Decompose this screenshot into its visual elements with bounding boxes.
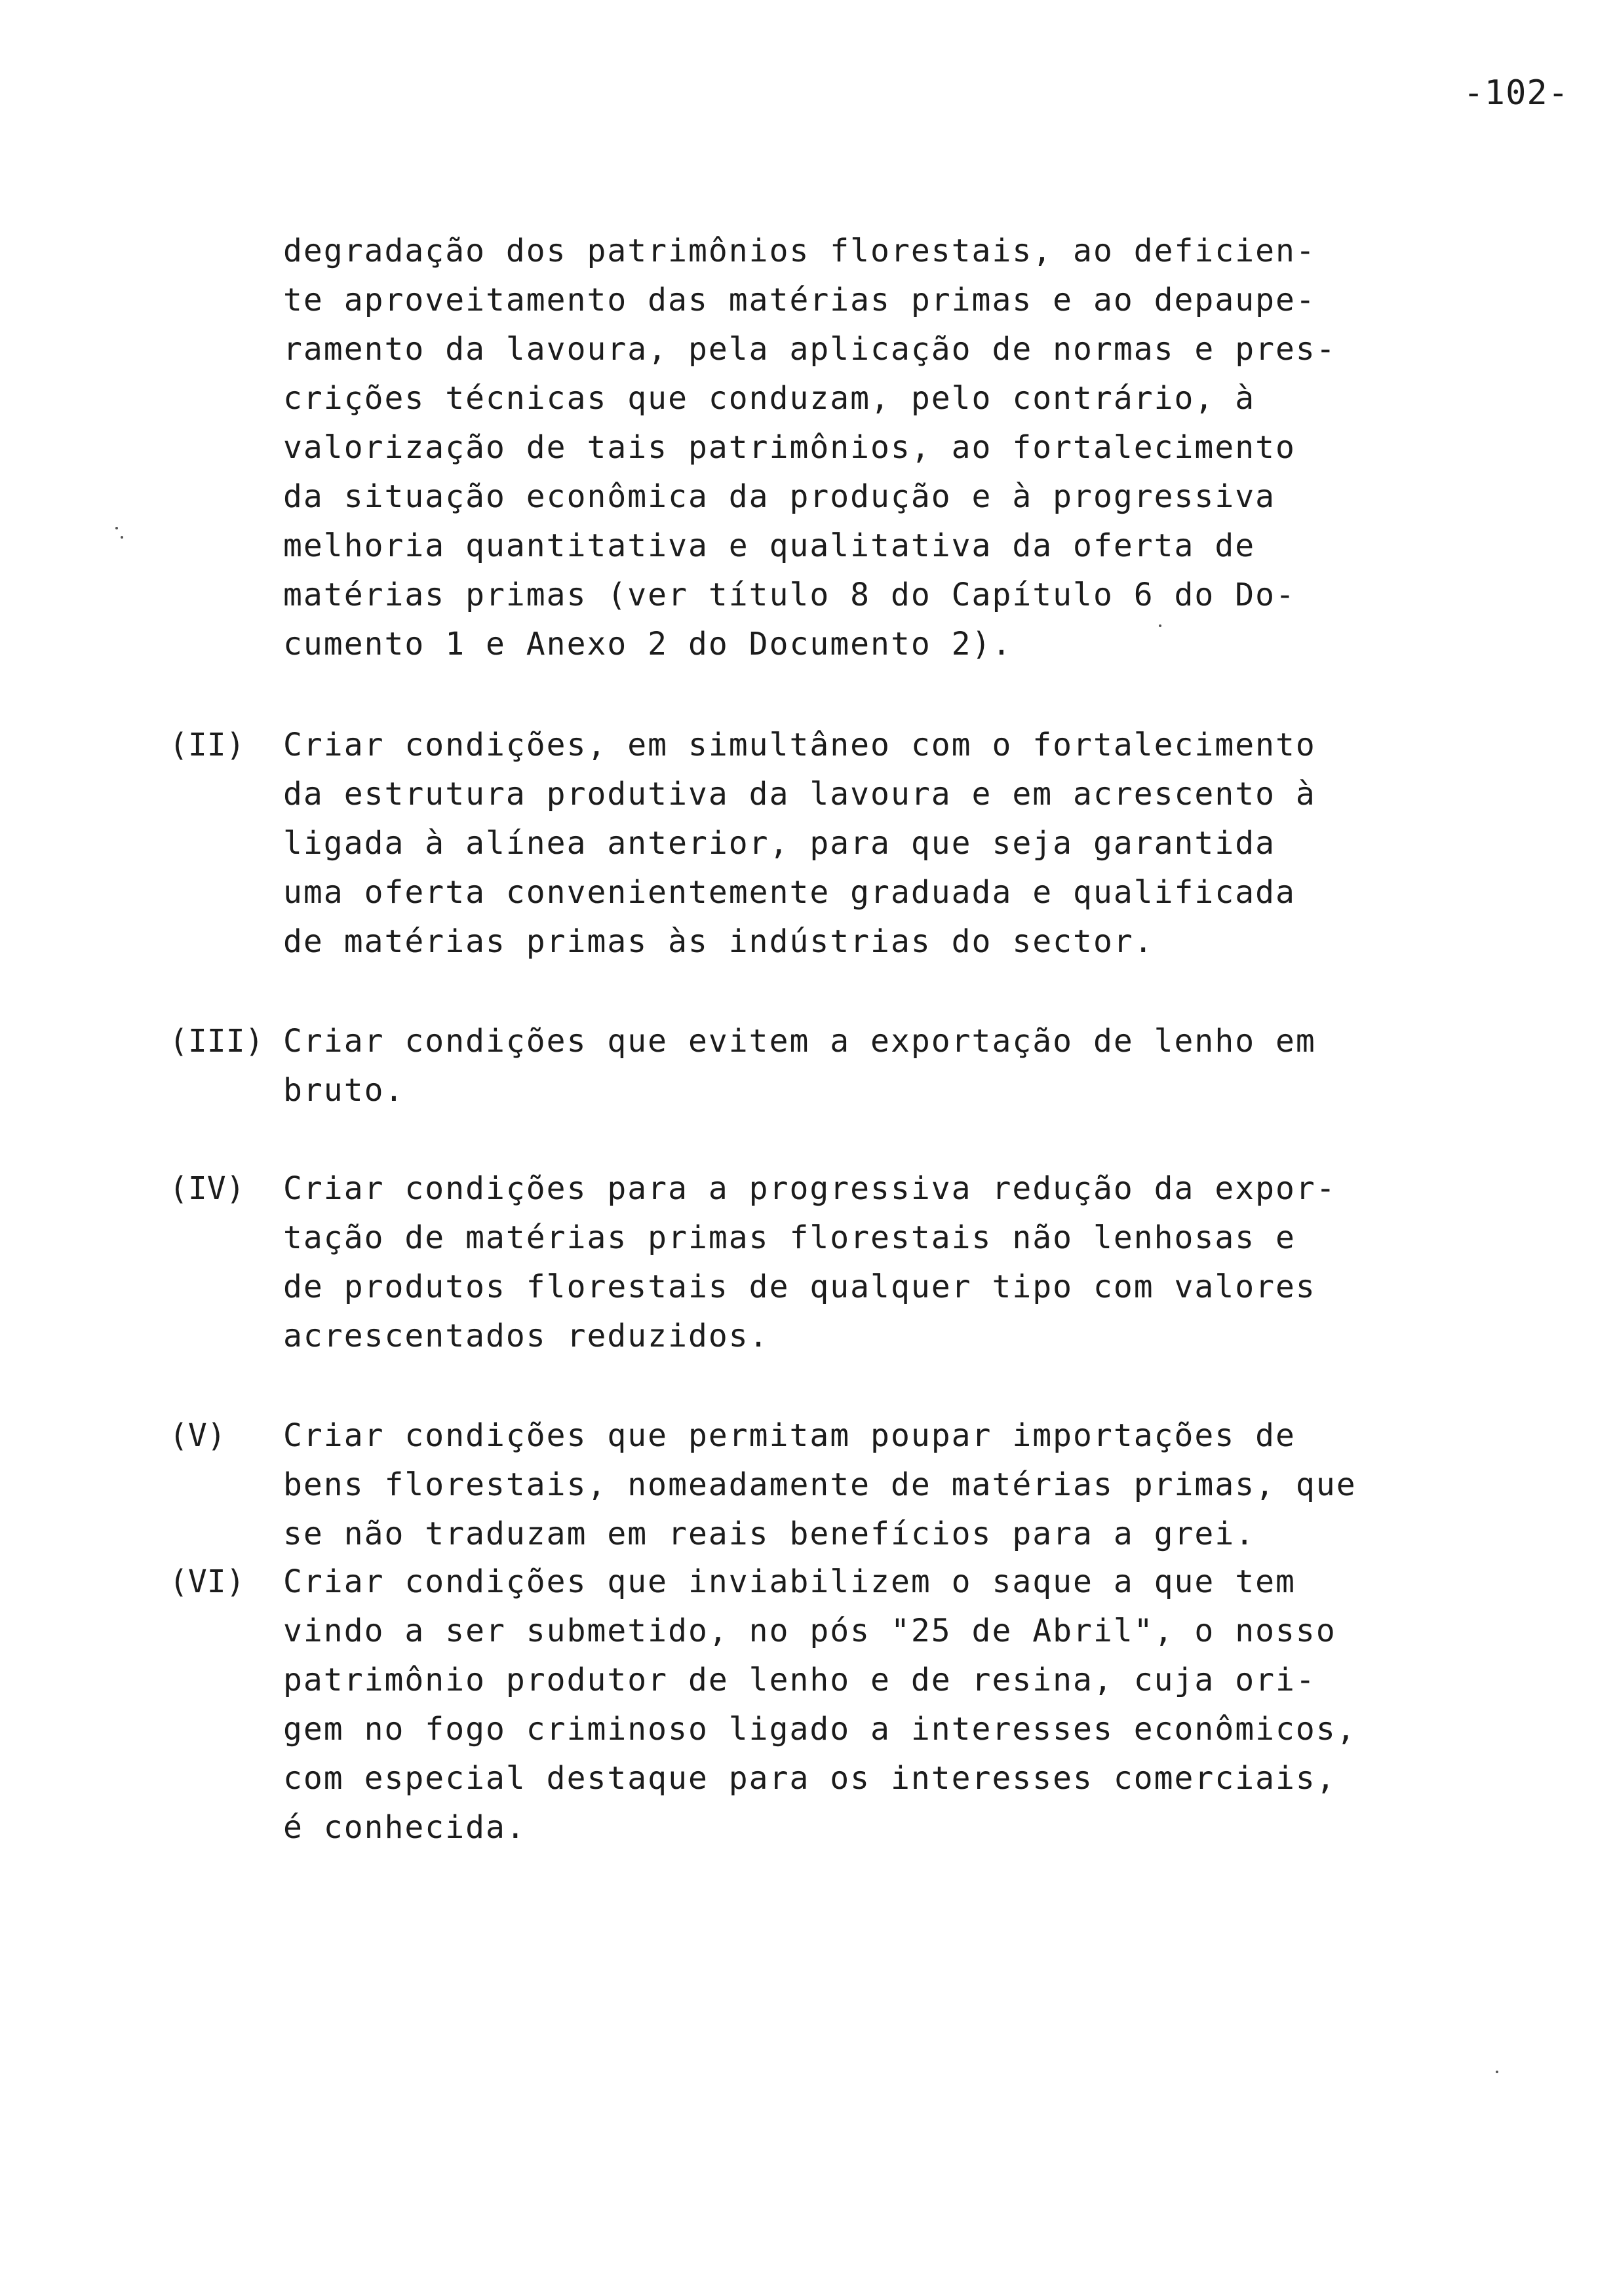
text-line: bruto.: [283, 1072, 405, 1109]
page-number: -102-: [1463, 73, 1569, 113]
text-line: Criar condições que permitam poupar importações de: [283, 1417, 1296, 1454]
item-marker: (VI): [169, 1563, 245, 1600]
item-marker: (II): [169, 727, 245, 763]
item-lines: [283, 1411, 1357, 1559]
text-line: de produtos florestais de qualquer tipo com valores: [283, 1269, 1316, 1305]
text-line: com especial destaque para os interesses comerciais,: [283, 1760, 1336, 1797]
item-lines: [283, 721, 1316, 966]
scan-speck: [121, 536, 123, 539]
text-line: patrimônio produtor de lenho e de resina, cuja ori-: [283, 1662, 1316, 1698]
text-line: Criar condições para a progressiva redução da expor-: [283, 1170, 1336, 1207]
text-line: da situação econômica da produção e à progressiva: [283, 478, 1276, 515]
text-line: cumento 1 e Anexo 2 do Documento 2).: [283, 626, 1013, 662]
paragraph-lines: [283, 227, 1336, 669]
text-line: Criar condições, em simultâneo com o fortalecimento: [283, 727, 1316, 763]
item-lines: [283, 1017, 1316, 1115]
item-marker: (V): [169, 1417, 226, 1454]
text-line: crições técnicas que conduzam, pelo contrário, à: [283, 380, 1256, 417]
text-line: uma oferta convenientemente graduada e qualificada: [283, 874, 1296, 911]
scan-speck: [115, 527, 118, 529]
text-line: degradação dos patrimônios florestais, ao deficien-: [283, 233, 1316, 269]
text-line: acrescentados reduzidos.: [283, 1318, 769, 1354]
text-line: é conhecida.: [283, 1809, 526, 1846]
scan-speck: [1496, 2071, 1498, 2073]
text-line: bens florestais, nomeadamente de matérias primas, que: [283, 1466, 1357, 1503]
text-line: se não traduzam em reais benefícios para a grei.: [283, 1516, 1256, 1552]
text-line: de matérias primas às indústrias do sector.: [283, 923, 1154, 960]
text-line: ramento da lavoura, pela aplicação de normas e pres-: [283, 331, 1336, 368]
item-lines: [283, 1164, 1336, 1361]
text-line: matérias primas (ver título 8 do Capítulo 6 do Do-: [283, 577, 1296, 613]
item-marker: (III): [169, 1023, 264, 1060]
text-line: vindo a ser submetido, no pós "25 de Abril", o nosso: [283, 1613, 1336, 1649]
scan-speck: [1159, 624, 1161, 627]
text-line: valorização de tais patrimônios, ao fortalecimento: [283, 429, 1296, 466]
item-marker: (IV): [169, 1170, 245, 1207]
text-line: gem no fogo criminoso ligado a interesses econômicos,: [283, 1711, 1357, 1748]
text-line: da estrutura produtiva da lavoura e em acrescento à: [283, 776, 1316, 813]
text-line: Criar condições que inviabilizem o saque a que tem: [283, 1563, 1296, 1600]
text-line: ligada à alínea anterior, para que seja garantida: [283, 825, 1276, 862]
text-line: tação de matérias primas florestais não lenhosas e: [283, 1219, 1296, 1256]
text-line: Criar condições que evitem a exportação de lenho em: [283, 1023, 1316, 1060]
text-line: melhoria quantitativa e qualitativa da oferta de: [283, 527, 1256, 564]
text-line: te aproveitamento das matérias primas e ao depaupe-: [283, 282, 1316, 318]
item-lines: [283, 1558, 1357, 1852]
